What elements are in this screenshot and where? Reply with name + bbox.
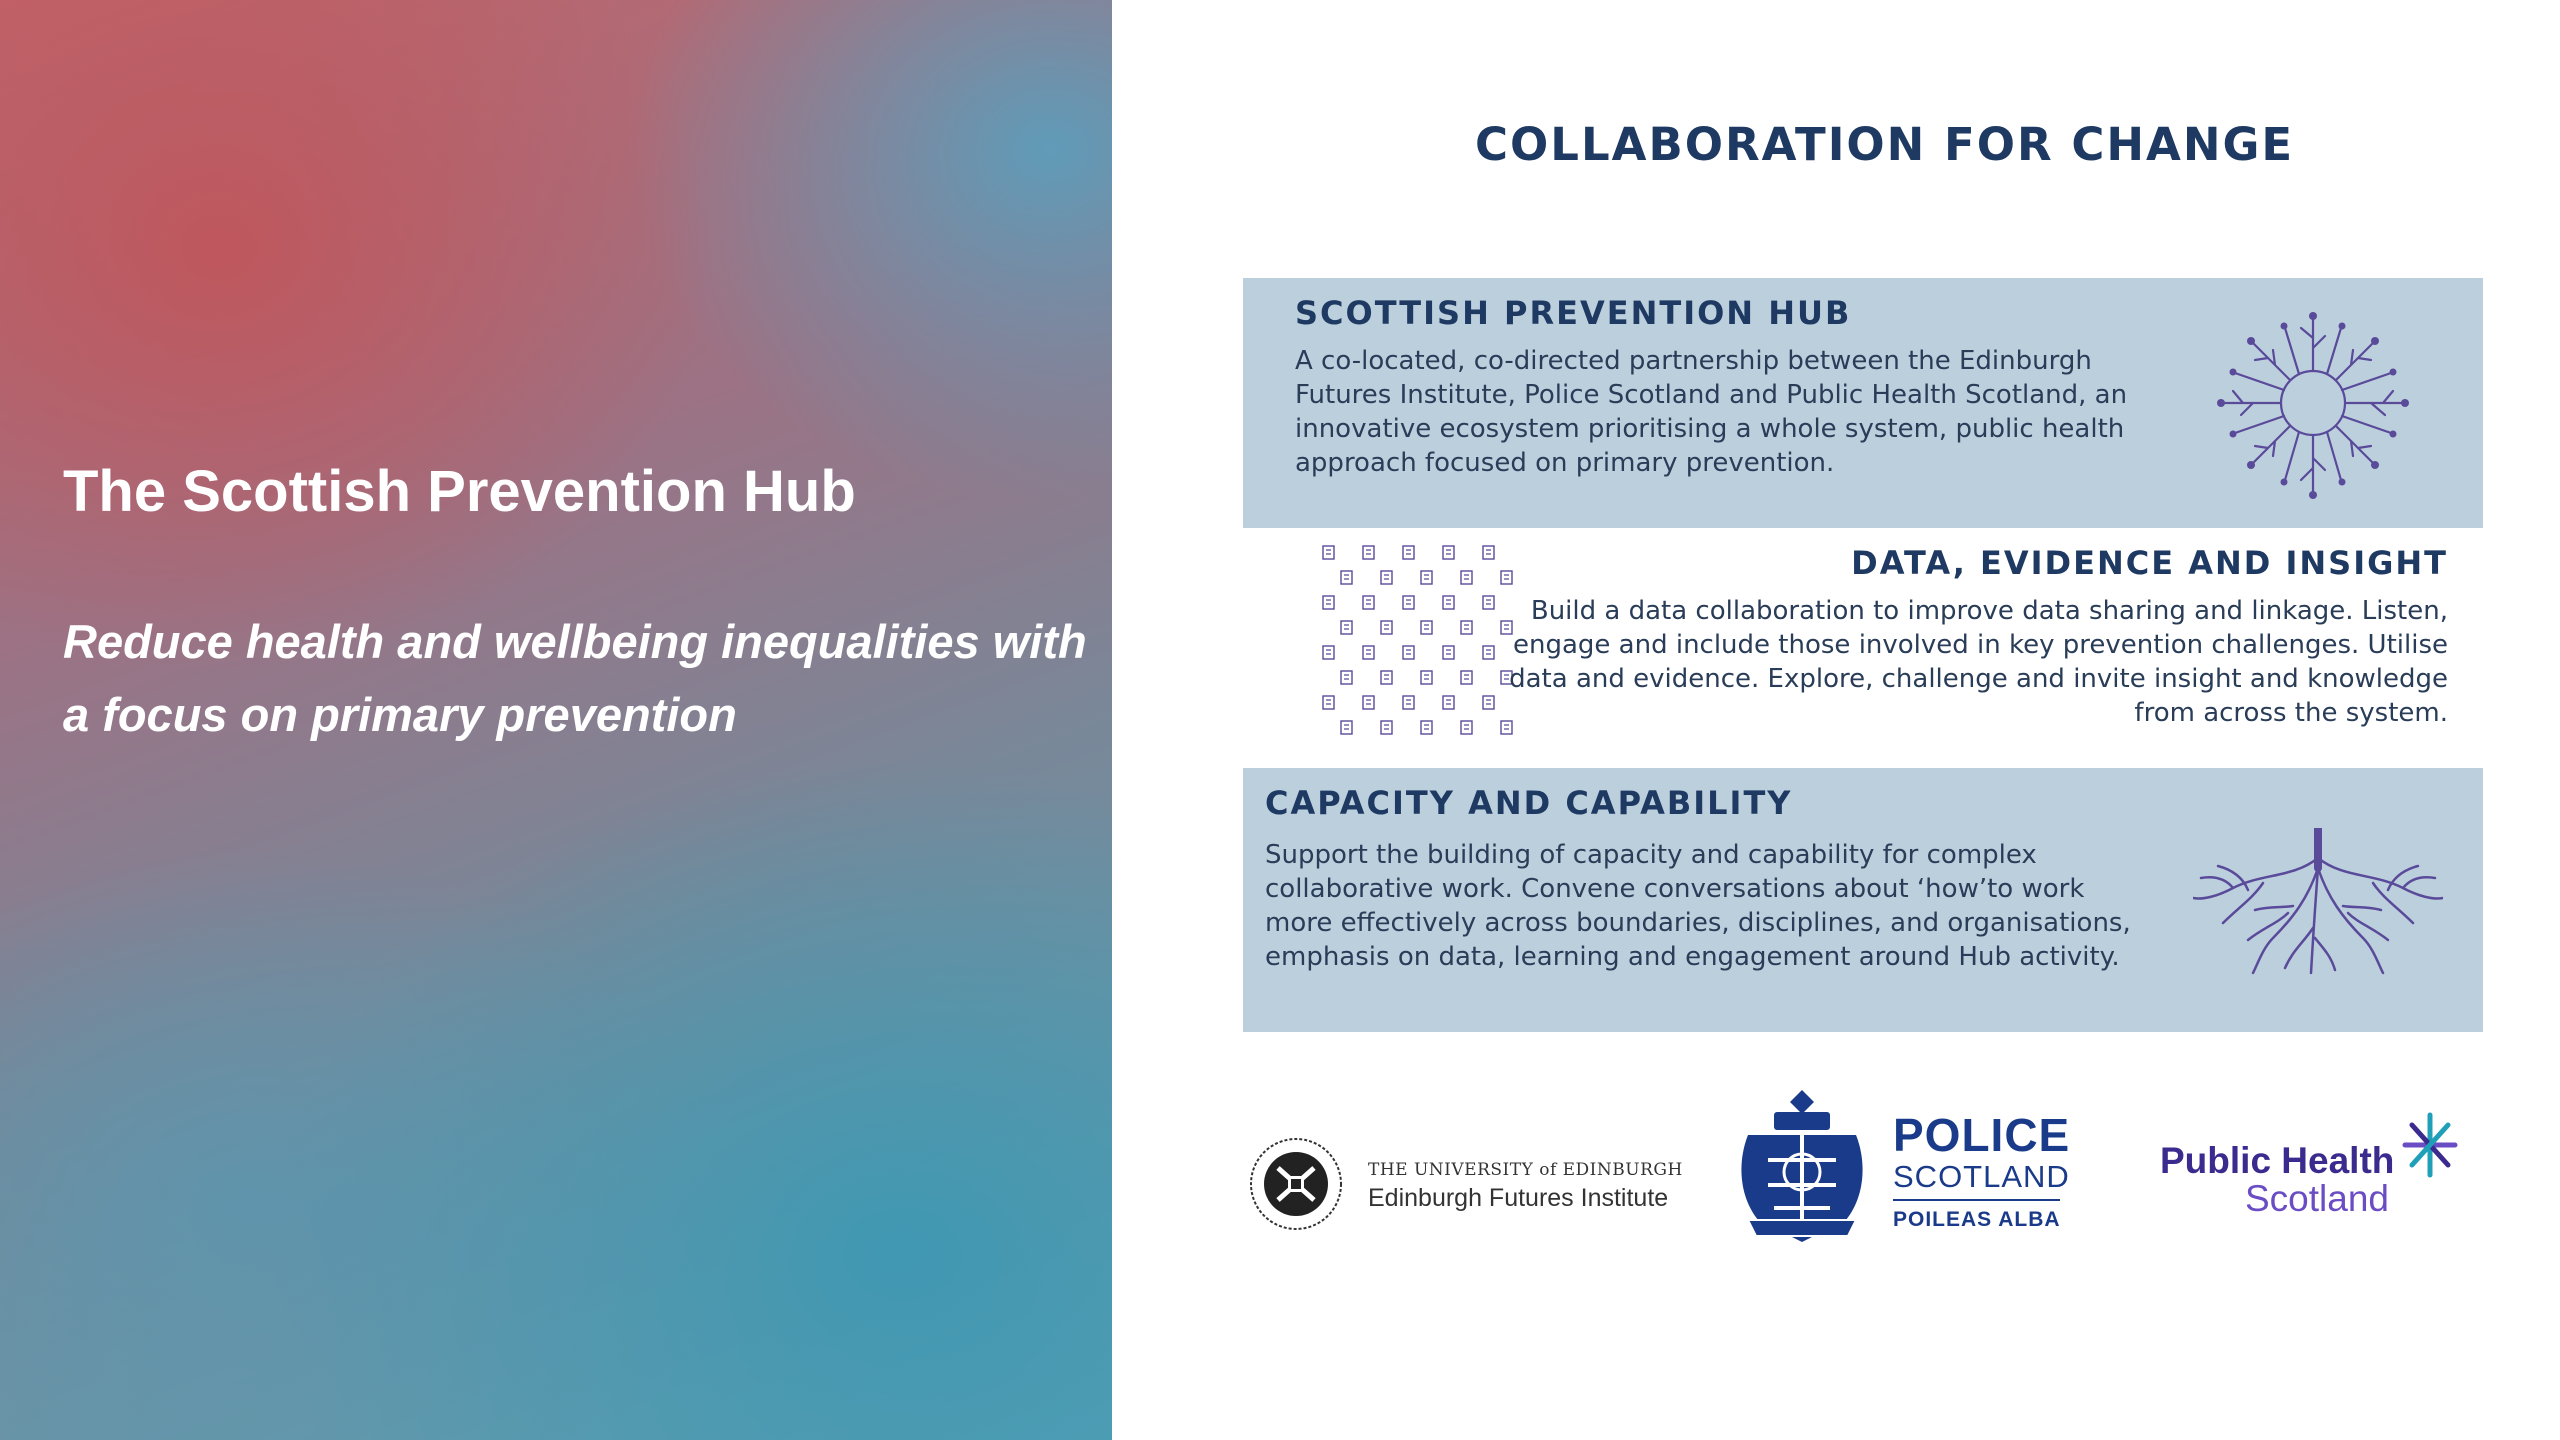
pattern-glyph — [1483, 596, 1494, 609]
pattern-glyph — [1501, 571, 1512, 584]
pattern-glyph-lines — [1344, 675, 1349, 679]
pattern-glyph-lines — [1486, 700, 1491, 704]
pattern-glyph-lines — [1464, 575, 1469, 579]
pattern-glyph-lines — [1486, 650, 1491, 654]
phs-public-health: Public Health — [2160, 1140, 2395, 1181]
pattern-glyph — [1421, 571, 1432, 584]
section-text: Build a data collaboration to improve data sharing and linkage. Listen, engage and include those involved in key prevention challenges. Utilise data and evidence. Explore, challenge and invite insight and knowledge from across the system. — [1509, 596, 2448, 728]
pattern-glyph — [1381, 671, 1392, 684]
pattern-glyph — [1341, 671, 1352, 684]
pattern-glyph-lines — [1486, 600, 1491, 604]
pattern-glyph — [1483, 646, 1494, 659]
pattern-glyph — [1443, 546, 1454, 559]
institute-name: Edinburgh Futures Institute — [1368, 1184, 1669, 1212]
edinburgh-futures-institute-logo — [1248, 1128, 1688, 1238]
pattern-glyph-lines — [1384, 725, 1389, 729]
pattern-glyph-lines — [1366, 700, 1371, 704]
hub-title: The Scottish Prevention Hub — [63, 459, 856, 524]
pattern-glyph-lines — [1424, 675, 1429, 679]
network-icon — [2193, 288, 2433, 518]
pattern-glyph — [1341, 721, 1352, 734]
pattern-glyph — [1461, 721, 1472, 734]
pattern-glyph-lines — [1446, 650, 1451, 654]
pattern-glyph-lines — [1406, 550, 1411, 554]
pattern-glyph-lines — [1486, 550, 1491, 554]
pattern-glyph — [1421, 621, 1432, 634]
pattern-glyph-lines — [1424, 725, 1429, 729]
pattern-glyph — [1403, 646, 1414, 659]
pattern-glyph-lines — [1344, 625, 1349, 629]
pattern-glyph — [1363, 646, 1374, 659]
pattern-glyph — [1461, 621, 1472, 634]
section-title: CAPACITY AND CAPABILITY — [1265, 784, 1793, 822]
police-scotland-word: SCOTLAND — [1893, 1159, 2070, 1194]
section-text: A co-located, co-directed partnership between the Edinburgh Futures Institute, Police Scotland and Public Health Scotland, an innovative ecosystem prioritising a whole system, public health approach focused on primary prevention. — [1295, 346, 2128, 478]
section-scottish-prevention-hub — [1243, 278, 2483, 528]
hub-subtitle: Reduce health and wellbeing inequalities with a focus on primary prevention — [63, 615, 1087, 741]
pattern-glyph — [1363, 696, 1374, 709]
section-title: SCOTTISH PREVENTION HUB — [1295, 294, 1852, 332]
pattern-glyph — [1381, 571, 1392, 584]
left-gradient-panel — [0, 0, 1112, 1440]
pattern-glyph-lines — [1366, 550, 1371, 554]
pattern-glyph — [1341, 621, 1352, 634]
pattern-glyph-lines — [1326, 700, 1331, 704]
police-scotland-logo — [1728, 1080, 2071, 1250]
pattern-glyph-lines — [1464, 675, 1469, 679]
pattern-glyph-lines — [1446, 700, 1451, 704]
pattern-glyph-lines — [1326, 600, 1331, 604]
pattern-glyph — [1443, 696, 1454, 709]
pattern-glyph — [1421, 721, 1432, 734]
pattern-glyph-lines — [1384, 575, 1389, 579]
pattern-glyph — [1403, 596, 1414, 609]
pattern-glyph-lines — [1344, 575, 1349, 579]
police-divider — [1893, 1199, 2060, 1201]
pattern-glyph — [1443, 596, 1454, 609]
pattern-glyph-lines — [1326, 650, 1331, 654]
pattern-glyph — [1421, 671, 1432, 684]
pattern-glyph — [1403, 546, 1414, 559]
pattern-glyph-lines — [1406, 700, 1411, 704]
pattern-glyph-lines — [1464, 625, 1469, 629]
roots-icon — [2193, 828, 2443, 978]
main-heading: COLLABORATION FOR CHANGE — [1475, 118, 2295, 171]
phs-scotland: Scotland — [2245, 1178, 2389, 1219]
data-pattern-icon — [1315, 540, 1520, 750]
pattern-glyph-lines — [1446, 550, 1451, 554]
pattern-glyph — [1443, 646, 1454, 659]
pattern-glyph — [1363, 596, 1374, 609]
pattern-glyph-lines — [1406, 600, 1411, 604]
section-title: DATA, EVIDENCE AND INSIGHT — [1851, 544, 2448, 582]
pattern-glyph-lines — [1366, 650, 1371, 654]
pattern-glyph-lines — [1384, 675, 1389, 679]
section-capacity-capability — [1243, 768, 2483, 1032]
pattern-glyph — [1381, 621, 1392, 634]
pattern-glyph-lines — [1504, 575, 1509, 579]
pattern-glyph — [1323, 596, 1334, 609]
pattern-glyph-lines — [1366, 600, 1371, 604]
pattern-glyph — [1341, 571, 1352, 584]
university-name: THE UNIVERSITY of EDINBURGH — [1368, 1160, 1683, 1180]
police-crest-icon — [1728, 1080, 1876, 1245]
section-text: Support the building of capacity and capability for complex collaborative work. Convene conversations about ‘how’to work more effectively across boundaries, disciplines, and organisations, emphasis on data, learning and engagement around Hub activity. — [1265, 840, 2131, 972]
public-health-scotland-logo — [2160, 1110, 2450, 1235]
pattern-glyph — [1403, 696, 1414, 709]
pattern-glyph — [1323, 646, 1334, 659]
pattern-glyph — [1323, 546, 1334, 559]
pattern-glyph-lines — [1406, 650, 1411, 654]
police-alba-word: POILEAS ALBA — [1893, 1208, 2061, 1231]
pattern-glyph-lines — [1424, 625, 1429, 629]
pattern-glyph-lines — [1384, 625, 1389, 629]
police-word: POLICE — [1893, 1109, 2071, 1161]
pattern-glyph-lines — [1446, 600, 1451, 604]
pattern-glyph — [1323, 696, 1334, 709]
pattern-glyph — [1381, 721, 1392, 734]
pattern-glyph — [1461, 671, 1472, 684]
pattern-glyph — [1483, 546, 1494, 559]
pattern-glyph-lines — [1464, 725, 1469, 729]
university-crest-icon — [1248, 1136, 1344, 1232]
pattern-glyph — [1363, 546, 1374, 559]
pattern-glyph-lines — [1424, 575, 1429, 579]
pattern-glyph — [1461, 571, 1472, 584]
phs-star-icon — [2400, 1110, 2460, 1180]
pattern-glyph — [1483, 696, 1494, 709]
pattern-glyph-lines — [1344, 725, 1349, 729]
pattern-glyph-lines — [1326, 550, 1331, 554]
section-data-evidence-insight — [1243, 530, 2483, 765]
